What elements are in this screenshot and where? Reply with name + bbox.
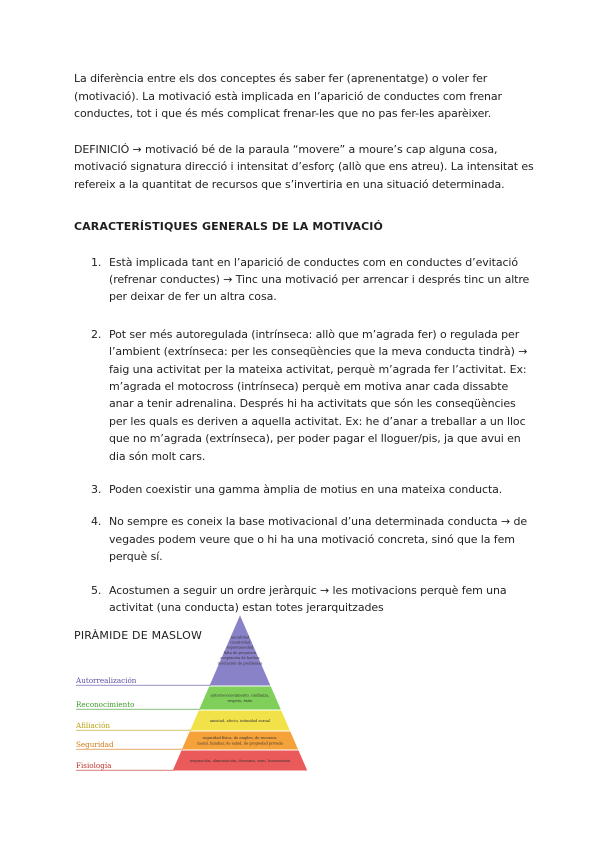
pyramid-level-text: falta de prejuicios — [223, 650, 257, 655]
pyramid-level-label: Fisiología — [76, 761, 112, 770]
list-item — [91, 513, 536, 565]
list-item-number: 3. — [91, 483, 102, 497]
pyramid-level-text: amistad, afecto, intimidad sexual — [209, 718, 271, 723]
list-item-text: No sempre es coneix la base motivacional d’una determinada conducta → de vegades podem veure que o hi ha una motivació concreta, sinó que la fem perquè sí. — [109, 515, 528, 564]
pyramid-level-label: Seguridad — [76, 740, 114, 749]
pyramid-svg — [74, 612, 314, 772]
maslow-pyramid-figure — [74, 612, 314, 772]
pyramid-level-text: moral, familiar, de salud, de propiedad privada — [197, 741, 283, 746]
list-item — [91, 481, 536, 498]
list-item-text: Poden coexistir una gamma àmplia de motius en una mateixa conducta. — [109, 483, 503, 497]
list-item — [91, 254, 536, 306]
pyramid-level-text: respiración, alimentación, descanso, sexo, homeostasis — [189, 758, 291, 763]
pyramid-level-text: espontaneidad — [226, 645, 254, 650]
intro-paragraph: La diferència entre els dos conceptes és saber fer (aprenentatge) o voler fer (motivació). La motivació està implicada en l’aparició de conductes com frenar conductes, tot i que és més complicat frenar-les que no pas fer-les aparèixer. — [74, 72, 502, 121]
pyramid-level-text: seguridad física, de empleo, de recursos, — [202, 736, 278, 741]
pyramid-level-text: autorreconocimiento, confianza, — [210, 693, 270, 698]
section-title: CARACTERÍSTIQUES GENERALS DE LA MOTIVACIÓ — [74, 219, 383, 233]
list-item-text: Pot ser més autoregulada (intrínseca: allò que m’agrada fer) o regulada per l’ambient (extrínseca: per les conseqüències que la meva conducta tindrà) → faig una activitat per la mateixa activitat, perquè m’agrada fer l’activitat. Ex: m’agrada el motocross (intrínseca) perquè em motiva anar cada dissabte anar a tenir adrenalina. Després hi ha activitats que són les conseqüències per les quals es deriven a aquella activitat. Ex: he d’anar a treballar a un lloc que no m’agrada (extrínseca), per poder pagar el lloguer/pis, ja que avui en dia són molt cars. — [109, 327, 528, 463]
maslow-title: PIRÀMIDE DE MASLOW — [74, 629, 203, 643]
pyramid-level-text: moralidad — [230, 635, 250, 640]
pyramid-level-label: Reconocimiento — [76, 700, 135, 709]
pyramid-level-label: Autorrealización — [76, 676, 137, 685]
pyramid-level-text: aceptación de hechos — [220, 656, 260, 661]
pyramid-level-text: resolución de problemas — [217, 661, 263, 666]
pyramid-level-text: respeto, éxito — [227, 698, 253, 703]
definition-paragraph: DEFINICIÓ → motivació bé de la paraula “movere” a moure’s cap alguna cosa, motivació signatura direcció i intensitat d’esforç (allò que ens atreu). La intensitat es refereix a la quantitat de recursos que s’invertiria en una situació determinada. — [74, 142, 534, 191]
pyramid-level-text: creatividad — [229, 640, 251, 645]
list-item-number: 1. — [91, 255, 102, 269]
list-item-number: 4. — [91, 515, 102, 529]
list-item-number: 2. — [91, 327, 102, 341]
pyramid-level-label: Afiliación — [76, 721, 111, 730]
characteristics-list — [74, 254, 534, 617]
list-item-number: 5. — [91, 583, 102, 597]
list-item — [91, 326, 536, 465]
document-page — [74, 70, 534, 644]
list-item-text: Acostumen a seguir un ordre jeràrquic → les motivacions perquè fem una activitat (una conducta) estan totes jerarquitzades — [109, 583, 507, 615]
list-item-text: Està implicada tant en l’aparició de conductes com en conductes d’evitació (refrenar conductes) → Tinc una motivació per arrencar i després tinc un altre per deixar de fer un altra cosa. — [109, 255, 530, 304]
